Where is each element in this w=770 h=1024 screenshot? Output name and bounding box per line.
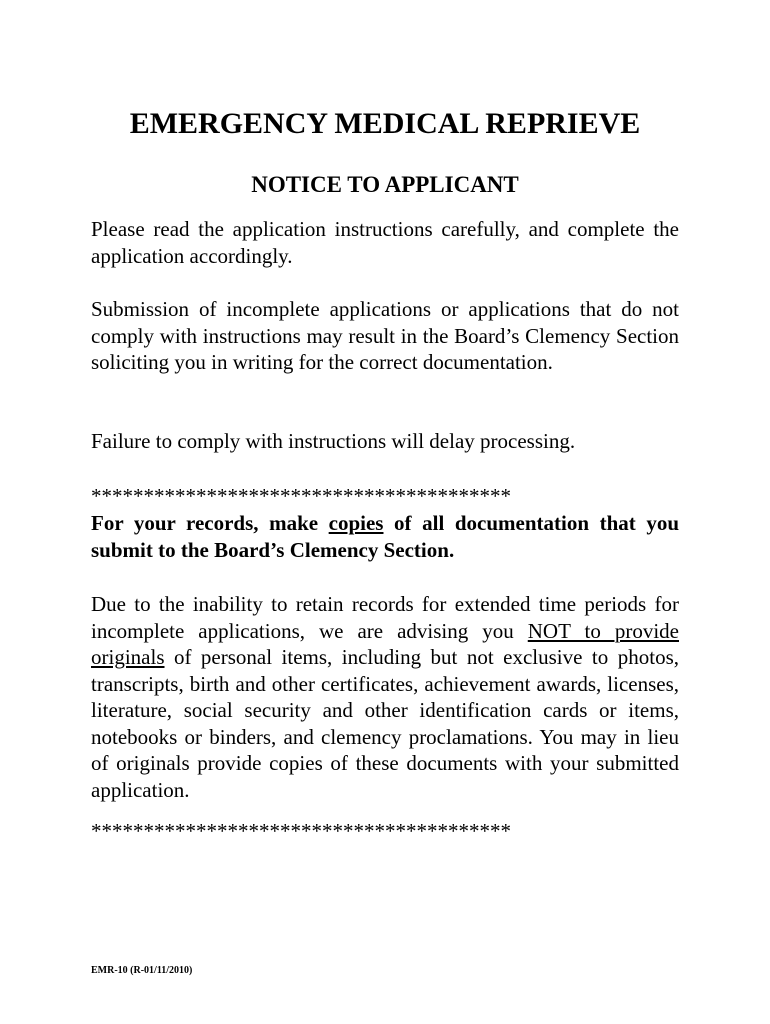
asterisk-separator-bottom: **************************************** [91, 819, 511, 843]
instructions-paragraph: Please read the application instructions carefully, and complete the application accordingly. [91, 217, 679, 268]
retention-notice [91, 591, 679, 803]
records-notice-underlined: copies [328, 511, 384, 535]
retention-notice-after: of personal items, including but not exclusive to photos, transcripts, birth and other certificates, achievement awards, licenses, literature, social security and other identification cards or items, notebooks or binders, and clemency proclamations. You may in lieu of originals provide copies of these documents with your submitted application. [91, 645, 679, 802]
retention-notice-underlined: NOT to provide originals [91, 618, 679, 669]
processing-delay-paragraph: Failure to comply with instructions will delay processing. [91, 429, 576, 453]
document-title: EMERGENCY MEDICAL REPRIEVE [129, 107, 641, 140]
records-notice-before: For your records, make [91, 511, 329, 535]
form-code: EMR-10 (R-01/11/2010) [91, 965, 193, 976]
retention-notice-before: Due to the inability to retain records for extended time periods for incomplete applications, we are advising you [91, 592, 679, 643]
records-notice [91, 510, 679, 564]
incomplete-submission-paragraph: Submission of incomplete applications or applications that do not comply with instructions may result in the Board’s Clemency Section soliciting you in writing for the correct documentation. [91, 297, 679, 374]
asterisk-separator-top: **************************************** [91, 484, 511, 508]
document-subtitle: NOTICE TO APPLICANT [251, 172, 519, 197]
records-notice-after: of all documentation that you submit to the Board’s Clemency Section. [91, 511, 679, 562]
